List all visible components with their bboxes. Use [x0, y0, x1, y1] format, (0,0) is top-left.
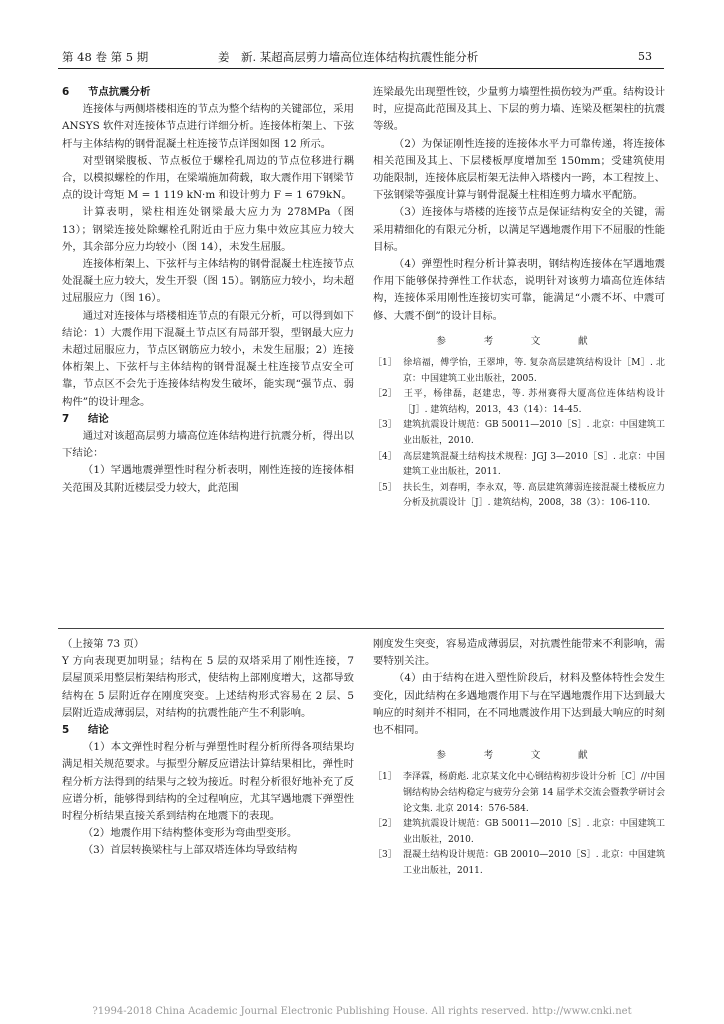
reference-item: ［1］ 徐培福，傅学怡，王翠坤，等. 复杂高层建筑结构设计［M］. 北京：中国建筑工业出版社，2005.: [373, 358, 665, 384]
paragraph: （2）地震作用下结构整体变形为弯曲型变形。: [82, 827, 298, 840]
reference-item: ［1］ 李泽霖，杨蔚彪. 北京某文化中心钢结构初步设计分析［C］//中国钢结构协会结构稳定与疲劳分会第 14 届学术交流会暨教学研讨会论文集. 北京 2014：576-584.: [373, 772, 665, 814]
paragraph: 刚度发生突变，容易造成薄弱层，对抗震性能带来不利影响，需要特别关注。: [373, 638, 665, 668]
article-running-title: 姜 新. 某超高层剪力墙高位连体结构抗震性能分析: [218, 50, 479, 64]
bottom-right-column: [373, 636, 665, 880]
paragraph: 对型钢梁腹板、节点板位于螺栓孔周边的节点位移进行耦合，以模拟螺栓的作用，在梁端施加荷载，取大震作用下钢梁节点的设计弯矩 M = 1 119 kN·m 和设计剪力 F = 1 679kN。: [62, 154, 354, 202]
reference-item: ［4］ 高层建筑混凝土结构技术规程：JGJ 3—2010［S］. 北京：中国建筑工业出版社，2011.: [373, 451, 665, 478]
reference-item: ［3］ 建筑抗震设计规范：GB 50011—2010［S］. 北京：中国建筑工业出版社，2010.: [373, 420, 665, 447]
section-heading-5: 5 结论: [62, 724, 109, 737]
top-left-column: [62, 84, 354, 497]
page-number: 53: [638, 50, 652, 63]
copyright-footer: ?1994-2018 China Academic Journal Electronic Publishing House. All rights reserved. http://www.cnki.net: [92, 1006, 632, 1017]
paragraph: （3）首层转换梁柱与上部双塔连体均导致结构: [82, 844, 298, 857]
section-heading-7: 7 结论: [62, 412, 109, 425]
continued-from-note: （上接第 73 页）: [62, 638, 145, 650]
paragraph: 通过对连接体与塔楼相连节点的有限元分析，可以得到如下结论：1）大震作用下混凝土节点区有局部开裂，型钢最大应力未超过屈服应力，节点区钢筋应力较小，未发生屈服；2）连接体桁架上、下弦杆与主体结构的钢骨混凝土柱连接节点安全可靠，节点区不会先于连接体结构发生破坏，能实现“强节点、弱构件”的设计理念。: [62, 309, 354, 408]
paragraph: （2）为保证刚性连接的连接体水平力可靠传递，将连接体相关范围及其上、下层楼板厚度增加至 150mm；受建筑使用功能限制，连接体底层桁架无法伸入塔楼内一跨，本工程按上、下弦钢梁等强度计算与钢骨混凝土柱相连剪力墙水平配筋。: [373, 137, 665, 202]
paragraph: （4）由于结构在进入塑性阶段后，材料及整体特性会发生变化，因此结构在多遇地震作用下与在罕遇地震作用下达到最大响应的时刻并不相同，在不同地震波作用下达到最大响应的时刻也不相同。: [373, 672, 665, 737]
paragraph: （3）连接体与塔楼的连接节点是保证结构安全的关键，需采用精细化的有限元分析，以满足罕遇地震作用下不屈服的性能目标。: [373, 206, 665, 253]
paragraph: 连接体与两侧塔楼相连的节点为整个结构的关键部位，采用 ANSYS 软件对连接体节点进行详细分析。连接体桁架上、下弦杆与主体结构的钢骨混凝土柱连接节点详图如图 12 所示。: [62, 103, 354, 150]
paragraph: （1）本文弹性时程分析与弹塑性时程分析所得各项结果均满足相关规范要求。与振型分解反应谱法计算结果相比，弹性时程分析方法得到的结果与之较为接近。时程分析很好地补充了反应谱分析，能够得到结构的全过程响应，尤其罕遇地震下弹塑性时程分析结果直接关系到结构在地震下的表现。: [62, 741, 354, 823]
reference-item: ［2］ 王平，杨律磊，赵建忠，等. 苏州赛得大厦高位连体结构设计［J］. 建筑结构，2013，43（14）：14-45.: [373, 389, 665, 415]
top-right-column: [373, 84, 665, 512]
paragraph: Y 方向表现更加明显；结构在 5 层的双塔采用了刚性连接，7 层屋顶采用整层桁架结构形式，使结构上部刚度增大，这都导致结构在 5 层附近存在刚度突变。上述结构形式容易在 2 层、5 层附近造成薄弱层，对结构的抗震性能产生不利影响。: [62, 655, 354, 719]
references-heading: 参 考 文 献: [436, 335, 602, 347]
journal-volume: 第 48 卷 第 5 期: [62, 50, 149, 64]
paragraph: 连接体桁架上、下弦杆与主体结构的钢骨混凝土柱连接节点处混凝土应力较大，发生开裂（图 15）。钢筋应力较小，均未超过屈服应力（图 16）。: [62, 258, 354, 305]
bottom-left-column: [62, 636, 354, 860]
references-heading: 参 考 文 献: [436, 750, 602, 762]
paragraph: （4）弹塑性时程分析计算表明，钢结构连接体在罕遇地震作用下能够保持弹性工作状态，说明针对该剪力墙高位连体结构，连接体采用刚性连接切实可靠，能满足“小震不坏、中震可修、大震不倒”的设计目标。: [373, 258, 665, 322]
paragraph: 计算表明，梁柱相连处钢梁最大应力为 278MPa（图 13）；钢梁连接处除螺栓孔附近由于应力集中效应其应力较大外，其余部分应力均较小（图 14），未发生屈服。: [62, 206, 354, 253]
paragraph: 通过对该超高层剪力墙高位连体结构进行抗震分析，得出以下结论：: [62, 430, 354, 460]
running-header: [58, 48, 664, 69]
section-heading-6: 6 节点抗震分析: [62, 86, 151, 98]
paragraph: （1）罕遇地震弹塑性时程分析表明，刚性连接的连接体相关范围及其附近楼层受力较大，此范围: [62, 464, 354, 494]
reference-item: ［3］ 混凝土结构设计规范：GB 20010—2010［S］. 北京：中国建筑工业出版社，2011.: [373, 850, 665, 876]
reference-item: ［2］ 建筑抗震设计规范：GB 50011—2010［S］. 北京：中国建筑工业出版社，2010.: [373, 819, 665, 845]
section-divider: [58, 628, 664, 629]
paragraph: 连梁最先出现塑性铰，少量剪力墙塑性损伤较为严重。结构设计时，应提高此范围及其上、下层的剪力墙、连梁及框架柱的抗震等级。: [373, 86, 665, 133]
reference-item: ［5］ 扶长生，刘春明，李永双，等. 高层建筑薄弱连接混凝土楼板应力分析及抗震设计［J］. 建筑结构，2008，38（3）：106-110.: [373, 482, 665, 509]
